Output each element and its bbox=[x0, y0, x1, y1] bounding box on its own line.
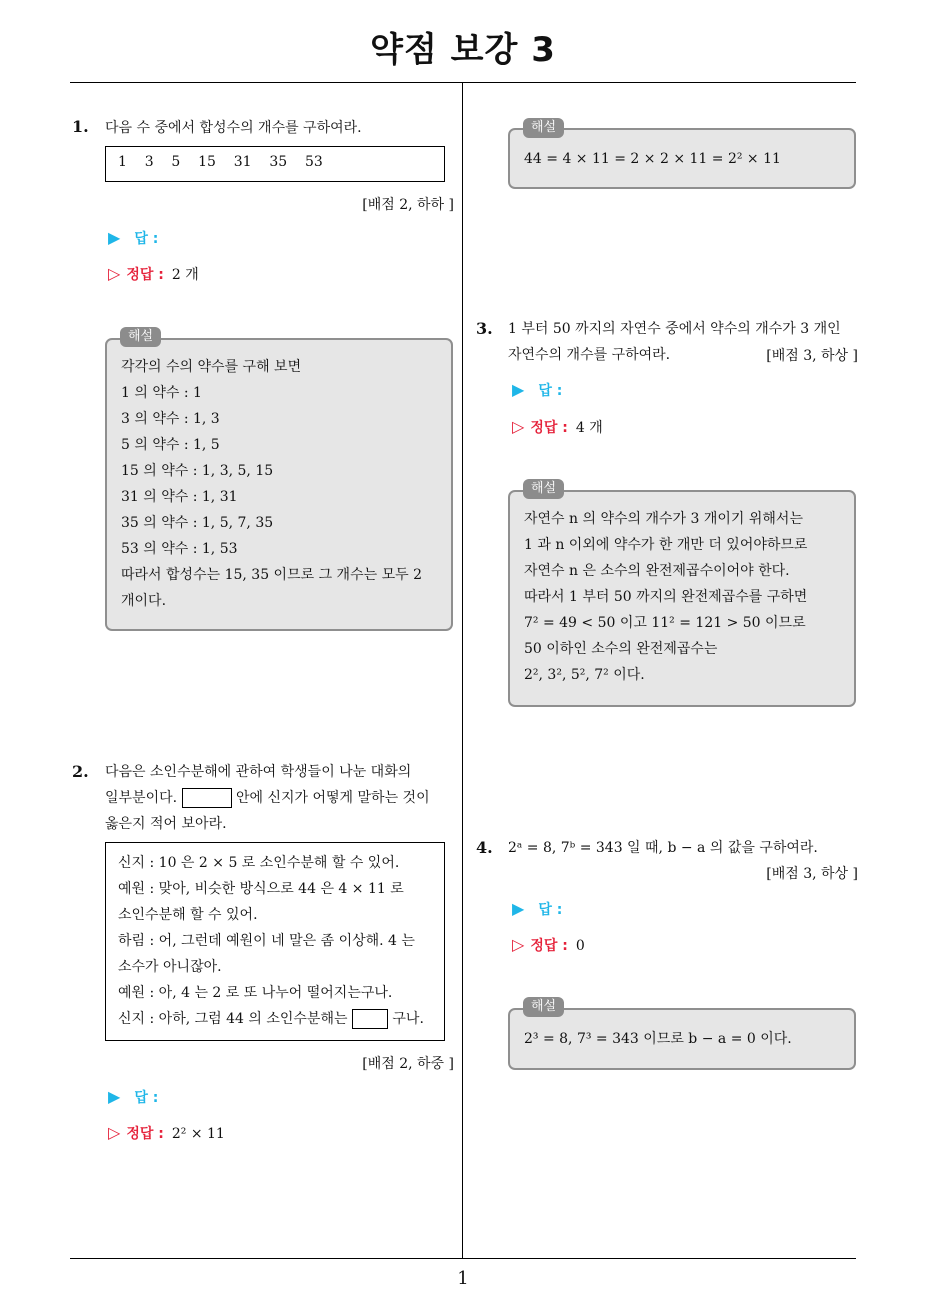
solution-line: 3 의 약수 : 1, 3 bbox=[121, 411, 220, 427]
answer-row bbox=[108, 1087, 158, 1107]
answer-row bbox=[512, 380, 562, 400]
solution-tab: 해설 bbox=[523, 118, 564, 138]
question-text-line: 옳은지 적어 보아라. bbox=[105, 816, 227, 832]
correct-answer-row bbox=[108, 1123, 225, 1143]
correct-label: 정답 : bbox=[126, 1126, 164, 1142]
solution-line: 7² = 49 < 50 이고 11² = 121 > 50 이므로 bbox=[524, 615, 806, 631]
correct-answer-row bbox=[512, 417, 603, 437]
correct-value: 0 bbox=[575, 938, 585, 954]
dialogue-line bbox=[118, 1006, 424, 1032]
correct-answer-row bbox=[108, 264, 199, 284]
solution-box bbox=[508, 1008, 856, 1070]
solution-line: 44 = 4 × 11 = 2 × 2 × 11 = 2² × 11 bbox=[524, 151, 781, 167]
number-list-box bbox=[105, 146, 445, 182]
solution-line: 35 의 약수 : 1, 5, 7, 35 bbox=[121, 515, 274, 531]
solution-box bbox=[105, 338, 453, 631]
solution-line: 각각의 수의 약수를 구해 보면 bbox=[121, 359, 302, 375]
solution-line: 50 이하인 소수의 완전제곱수는 bbox=[524, 641, 718, 657]
answer-row bbox=[108, 228, 158, 248]
dialogue-line: 예원 : 맞아, 비슷한 방식으로 44 은 4 × 11 로 bbox=[118, 881, 404, 897]
correct-label: 정답 : bbox=[530, 938, 568, 954]
correct-label: 정답 : bbox=[530, 420, 568, 436]
answer-label: 답 : bbox=[538, 383, 563, 399]
solution-tab: 해설 bbox=[523, 997, 564, 1017]
number-list: 1 3 5 15 31 35 53 bbox=[118, 154, 323, 170]
correct-value: 4 개 bbox=[575, 420, 603, 436]
question-text-part: 안에 신지가 어떻게 말하는 것이 bbox=[235, 790, 430, 806]
solution-line: 따라서 1 부터 50 까지의 완전제곱수를 구하면 bbox=[524, 589, 808, 605]
dialogue-line: 소인수분해 할 수 있어. bbox=[118, 907, 258, 923]
solution-line: 자연수 n 은 소수의 완전제곱수이어야 한다. bbox=[524, 563, 790, 579]
play-icon: ▶ bbox=[108, 228, 121, 247]
footer-rule bbox=[70, 1258, 856, 1259]
question-text: 2ᵃ = 8, 7ᵇ = 343 일 때, b − a 의 값을 구하여라. bbox=[508, 840, 818, 856]
question-number: 3. bbox=[476, 319, 493, 338]
solution-line: 5 의 약수 : 1, 5 bbox=[121, 437, 220, 453]
solution-line: 31 의 약수 : 1, 31 bbox=[121, 489, 238, 505]
answer-label: 답 : bbox=[538, 902, 563, 918]
play-icon: ▶ bbox=[512, 380, 525, 399]
question-number: 2. bbox=[72, 762, 89, 781]
solution-line: 자연수 n 의 약수의 개수가 3 개이기 위해서는 bbox=[524, 511, 803, 527]
blank-box bbox=[182, 788, 232, 808]
solution-line: 따라서 합성수는 15, 35 이므로 그 개수는 모두 2 bbox=[121, 567, 422, 583]
points-label: [배점 3, 하상 ] bbox=[766, 866, 858, 882]
header-rule bbox=[70, 82, 856, 83]
column-divider bbox=[462, 83, 463, 1259]
question-text-part: 일부분이다. bbox=[105, 790, 178, 806]
question-number: 4. bbox=[476, 838, 493, 857]
correct-value: 2² × 11 bbox=[171, 1126, 225, 1142]
solution-line: 15 의 약수 : 1, 3, 5, 15 bbox=[121, 463, 274, 479]
correct-label: 정답 : bbox=[126, 267, 164, 283]
blank-box bbox=[352, 1009, 388, 1029]
solution-tab: 해설 bbox=[120, 327, 161, 347]
dialogue-text-part: 구나. bbox=[392, 1011, 424, 1027]
outline-triangle-icon: ▷ bbox=[108, 1123, 121, 1142]
play-icon: ▶ bbox=[512, 899, 525, 918]
correct-value: 2 개 bbox=[171, 267, 199, 283]
outline-triangle-icon: ▷ bbox=[512, 417, 525, 436]
question-text-line: 1 부터 50 까지의 자연수 중에서 약수의 개수가 3 개인 bbox=[508, 321, 841, 337]
dialogue-line: 예원 : 아, 4 는 2 로 또 나누어 떨어지는구나. bbox=[118, 985, 393, 1001]
solution-line: 2³ = 8, 7³ = 343 이므로 b − a = 0 이다. bbox=[524, 1031, 792, 1047]
question-text-line bbox=[105, 785, 430, 811]
dialogue-text-part: 신지 : 아하, 그럼 44 의 소인수분해는 bbox=[118, 1011, 348, 1027]
outline-triangle-icon: ▷ bbox=[512, 935, 525, 954]
solution-line: 1 과 n 이외에 약수가 한 개만 더 있어야하므로 bbox=[524, 537, 808, 553]
answer-label: 답 : bbox=[134, 231, 159, 247]
solution-line: 1 의 약수 : 1 bbox=[121, 385, 202, 401]
points-label: [배점 2, 하중 ] bbox=[362, 1056, 454, 1072]
answer-label: 답 : bbox=[134, 1090, 159, 1106]
play-icon: ▶ bbox=[108, 1087, 121, 1106]
question-text-line: 자연수의 개수를 구하여라. bbox=[508, 347, 671, 363]
answer-row bbox=[512, 899, 562, 919]
dialogue-line: 신지 : 10 은 2 × 5 로 소인수분해 할 수 있어. bbox=[118, 855, 400, 871]
question-number: 1. bbox=[72, 117, 89, 136]
solution-line: 2², 3², 5², 7² 이다. bbox=[524, 667, 645, 683]
page-number: 1 bbox=[457, 1268, 469, 1289]
points-label: [배점 3, 하상 ] bbox=[766, 348, 858, 364]
dialogue-line: 소수가 아니잖아. bbox=[118, 959, 222, 975]
solution-box bbox=[508, 490, 856, 707]
solution-tab: 해설 bbox=[523, 479, 564, 499]
dialogue-line: 하림 : 어, 그런데 예원이 네 말은 좀 이상해. 4 는 bbox=[118, 933, 415, 949]
dialogue-box bbox=[105, 842, 445, 1041]
correct-answer-row bbox=[512, 935, 585, 955]
question-text-line: 다음은 소인수분해에 관하여 학생들이 나눈 대화의 bbox=[105, 764, 412, 780]
solution-line: 개이다. bbox=[121, 593, 167, 609]
outline-triangle-icon: ▷ bbox=[108, 264, 121, 283]
solution-line: 53 의 약수 : 1, 53 bbox=[121, 541, 238, 557]
question-text: 다음 수 중에서 합성수의 개수를 구하여라. bbox=[105, 120, 362, 136]
page-title: 약점 보강 3 bbox=[370, 30, 556, 70]
points-label: [배점 2, 하하 ] bbox=[362, 197, 454, 213]
